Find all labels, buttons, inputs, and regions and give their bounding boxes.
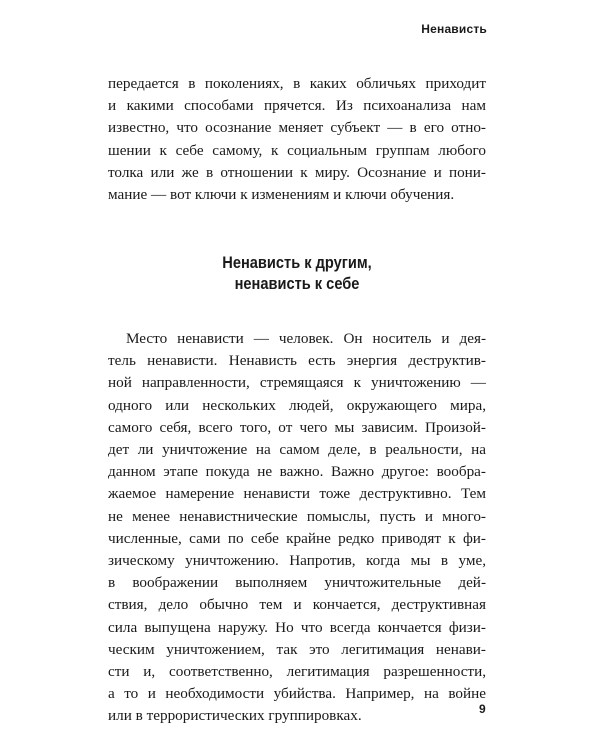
text-line: известно, что осознание меняет субъект — в его отно- xyxy=(108,119,486,137)
text-line: а то и необходимости убийства. Например, на войне xyxy=(108,685,486,703)
body-paragraph xyxy=(108,328,486,728)
text-line: тель ненависти. Ненависть есть энергия деструктив- xyxy=(108,352,486,370)
text-line: ствия, дело обычно тем и кончается, деструктивная xyxy=(108,596,486,614)
text-line: в воображении выполняем уничтожительные дей- xyxy=(108,574,486,592)
text-line: дет ли уничтожение на самом деле, в реальности, на xyxy=(108,441,486,459)
text-line: толка или же в отношении к миру. Осознание и пони- xyxy=(108,163,486,181)
text-line: численные, сами по себе крайне редко приводят к фи- xyxy=(108,529,486,547)
section-heading-line: ненависть к себе xyxy=(234,274,360,293)
text-line: одного или нескольких людей, окружающего мира, xyxy=(108,396,486,414)
text-line: мание — вот ключи к изменениям и ключи обучения. xyxy=(108,186,455,204)
text-line: шении к себе самому, к социальным группам любого xyxy=(108,141,486,159)
text-line: ной направленности, стремящаяся к уничтожению — xyxy=(108,374,486,392)
text-line: передается в поколениях, в каких обличьях приходит xyxy=(108,75,486,92)
text-line: сти и, соответственно, легитимация разрешенности, xyxy=(108,663,486,681)
running-head: Ненависть xyxy=(421,22,487,36)
text-line: Место ненависти — человек. Он носитель и дея- xyxy=(126,330,486,347)
intro-paragraph xyxy=(108,73,486,206)
page-number: 9 xyxy=(479,702,486,716)
text-line: или в террористических группировках. xyxy=(108,707,362,725)
text-line: и какими способами прячется. Из психоанализа нам xyxy=(108,97,486,115)
text-line: жаемое намерение ненависти тоже деструктивно. Тем xyxy=(108,485,486,503)
text-line: данном этапе покуда не важно. Важно другое: вообра- xyxy=(108,463,486,481)
section-heading-line: Ненависть к другим, xyxy=(222,253,372,272)
section-heading xyxy=(134,252,459,294)
text-line: зическому уничтожению. Напротив, когда мы в уме, xyxy=(108,552,486,570)
text-line: не менее ненавистнические помыслы, пусть и много- xyxy=(108,507,486,525)
text-line: ческим уничтожением, так это легитимация ненави- xyxy=(108,640,486,658)
text-line: самого себя, всего того, от чего мы зависим. Произой- xyxy=(108,418,486,436)
text-line: сила выпущена наружу. Но что всегда кончается физи- xyxy=(108,618,486,636)
